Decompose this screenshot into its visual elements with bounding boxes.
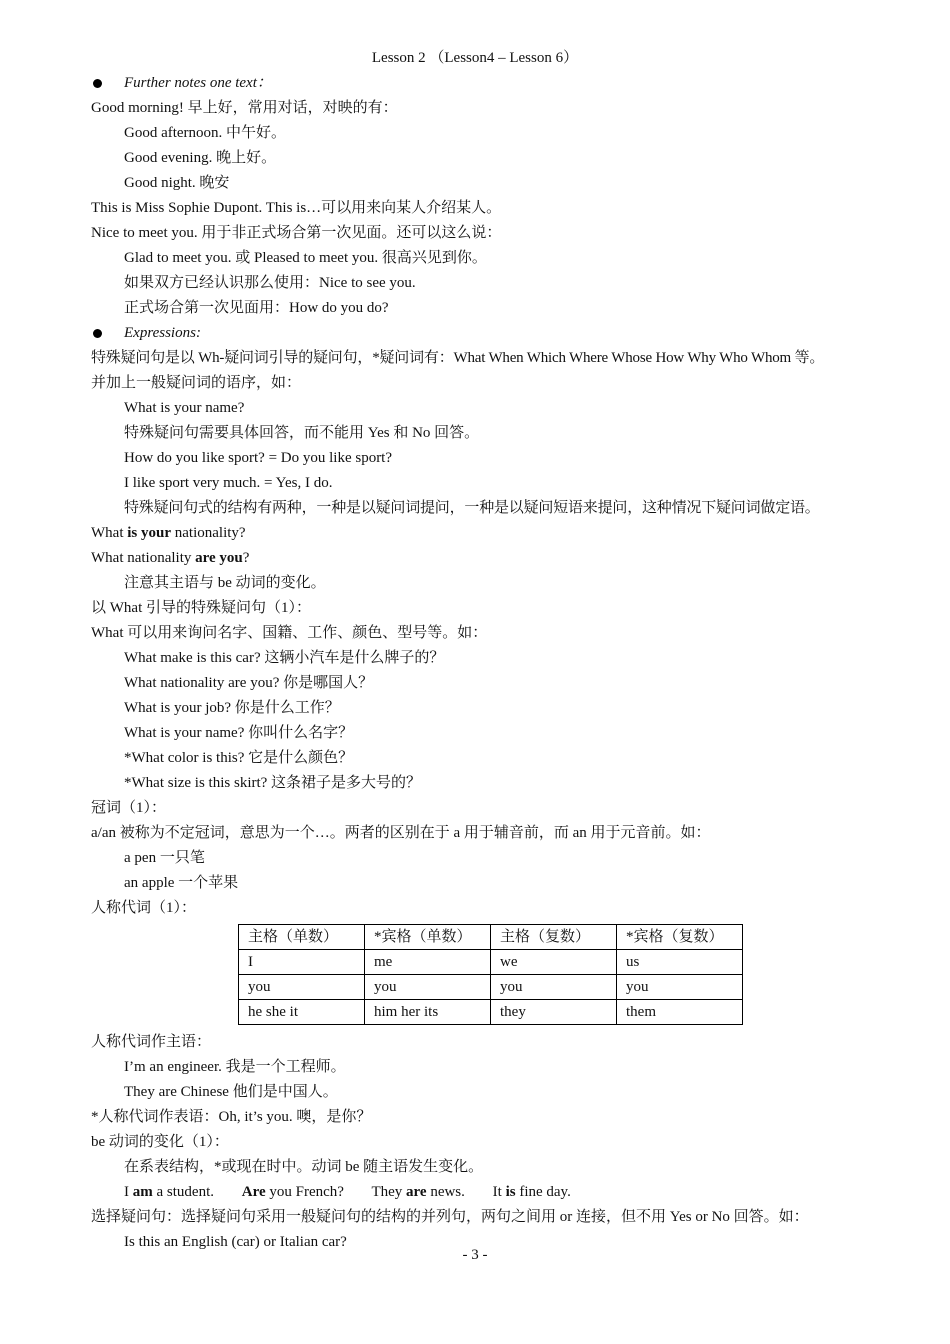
- text-line: I’m an engineer. 我是一个工程师。: [124, 1059, 346, 1075]
- text-line: What is your job? 你是什么工作？: [124, 700, 340, 716]
- text-line: 正式场合第一次见面用：How do you do?: [124, 300, 389, 316]
- be-examples-line: [91, 1180, 931, 1205]
- table-header-row: [239, 925, 743, 950]
- text-line: What make is this car? 这辆小汽车是什么牌子的？: [124, 650, 445, 666]
- document-body: [91, 71, 931, 1255]
- table-cell: us: [617, 950, 743, 975]
- text-line: What is your name?: [124, 400, 245, 416]
- table-header-cell: *宾格（单数）: [365, 925, 491, 950]
- text-line: 并加上一般疑问词的语序，如：: [91, 375, 302, 391]
- table-cell: I: [239, 950, 365, 975]
- table-header-cell: 主格（单数）: [239, 925, 365, 950]
- example-sentence: They are news.: [371, 1184, 465, 1200]
- text-line: They are Chinese 他们是中国人。: [124, 1084, 338, 1100]
- example-sentence: What is your nationality?: [91, 525, 246, 541]
- text-line: 选择疑问句：选择疑问句采用一般疑问句的结构的并列句，两句之间用 or 连接，但不用 Yes or No 回答。如：: [91, 1209, 809, 1225]
- page-number: - 3 -: [462, 1247, 488, 1263]
- example-sentence: Are you French?: [241, 1184, 344, 1200]
- text-line: 冠词（1）：: [91, 800, 167, 816]
- table-header-cell: *宾格（复数）: [617, 925, 743, 950]
- text-line: What is your name? 你叫什么名字？: [124, 725, 354, 741]
- text-line: I like sport very much. = Yes, I do.: [124, 475, 333, 491]
- table-cell: we: [491, 950, 617, 975]
- table-cell: you: [365, 975, 491, 1000]
- text-line: Good morning! 早上好，常用对话，对映的有：: [91, 100, 398, 116]
- table-cell: you: [491, 975, 617, 1000]
- pronoun-table-wrapper: [91, 921, 931, 1030]
- text-line: Nice to meet you. 用于非正式场合第一次见面。还可以这么说：: [91, 225, 502, 241]
- bullet-icon: [93, 329, 102, 338]
- further-notes-heading: Further notes one text：: [91, 71, 931, 96]
- text-line: 特殊疑问句式的结构有两种，一种是以疑问词提问，一种是以疑问短语来提问，这种情况下疑问词做定语。: [124, 500, 820, 516]
- text-line: 特殊疑问句是以 Wh-疑问词引导的疑问句，*疑问词有：What When Which Where Whose How Why Who Whom 等。: [91, 350, 825, 366]
- table-cell: they: [491, 1000, 617, 1025]
- text-line: 注意其主语与 be 动词的变化。: [124, 575, 326, 591]
- page-title: Lesson 2 （Lesson4 – Lesson 6）: [371, 50, 579, 66]
- text-line: Glad to meet you. 或 Pleased to meet you. 很高兴见到你。: [124, 250, 487, 266]
- table-cell: them: [617, 1000, 743, 1025]
- text-line: be 动词的变化（1）：: [91, 1134, 229, 1150]
- text-line: *人称代词作表语：Oh, it’s you. 噢，是你？: [91, 1109, 372, 1125]
- text-line: *What color is this? 它是什么颜色？: [124, 750, 354, 766]
- table-row: [239, 975, 743, 1000]
- table-row: [239, 1000, 743, 1025]
- text-line: This is Miss Sophie Dupont. This is…可以用来向某人介绍某人。: [91, 200, 502, 216]
- table-cell: he she it: [239, 1000, 365, 1025]
- text-line: *What size is this skirt? 这条裙子是多大号的？: [124, 775, 422, 791]
- text-line: 人称代词（1）：: [91, 900, 197, 916]
- table-row: [239, 950, 743, 975]
- text-line: a pen 一只笔: [124, 850, 205, 866]
- text-line: Good evening. 晚上好。: [124, 150, 277, 166]
- text-line: 如果双方已经认识那么使用：Nice to see you.: [124, 275, 416, 291]
- text-line: What nationality are you? 你是哪国人？: [124, 675, 374, 691]
- pronoun-table: [238, 924, 743, 1025]
- example-sentence: What nationality are you?: [91, 550, 250, 566]
- text-line: Good night. 晚安: [124, 175, 230, 191]
- table-cell: you: [617, 975, 743, 1000]
- text-line: 特殊疑问句需要具体回答，而不能用 Yes 和 No 回答。: [124, 425, 480, 441]
- text-line: 人称代词作主语：: [91, 1034, 212, 1050]
- table-cell: him her its: [365, 1000, 491, 1025]
- text-line: Is this an English (car) or Italian car?: [124, 1234, 347, 1250]
- text-line: 在系表结构，*或现在时中。动词 be 随主语发生变化。: [124, 1159, 484, 1175]
- text-line: a/an 被称为不定冠词，意思为一个…。两者的区别在于 a 用于辅音前，而 an 用于元音前。如：: [91, 825, 711, 841]
- bullet-icon: [93, 79, 102, 88]
- text-line: 以 What 引导的特殊疑问句（1）：: [91, 600, 311, 616]
- text-line: an apple 一个苹果: [124, 875, 239, 891]
- text-line: How do you like sport? = Do you like sport?: [124, 450, 393, 466]
- example-sentence: I am a student.: [124, 1184, 214, 1200]
- table-header-cell: 主格（复数）: [491, 925, 617, 950]
- text-line: What 可以用来询问名字、国籍、工作、颜色、型号等。如：: [91, 625, 488, 641]
- text-line: Good afternoon. 中午好。: [124, 125, 287, 141]
- table-cell: you: [239, 975, 365, 1000]
- example-sentence: It is fine day.: [492, 1184, 571, 1200]
- table-cell: me: [365, 950, 491, 975]
- expressions-heading: Expressions:: [91, 321, 931, 346]
